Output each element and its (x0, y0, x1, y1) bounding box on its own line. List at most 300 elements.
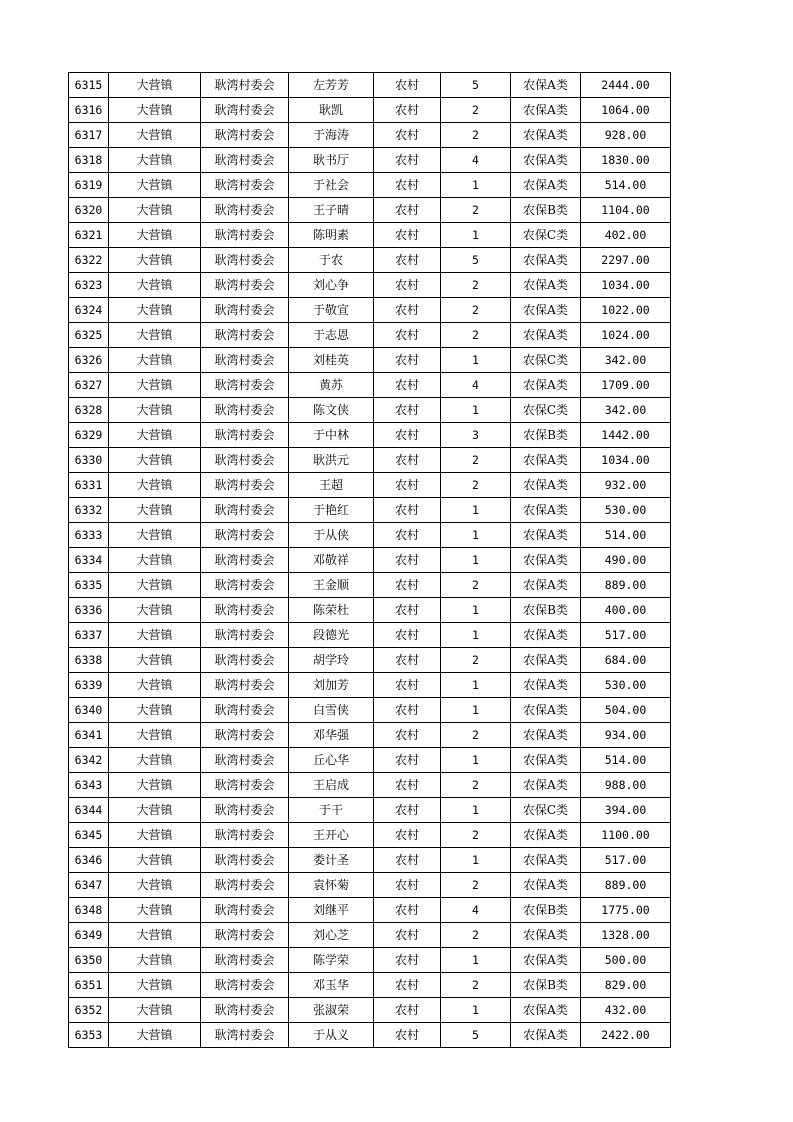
town-cell: 大营镇 (109, 773, 201, 798)
name-cell: 刘心争 (289, 273, 374, 298)
amount-cell: 342.00 (581, 398, 671, 423)
household-size-cell: 1 (441, 398, 511, 423)
name-cell: 于从侠 (289, 523, 374, 548)
village-committee-cell: 耿湾村委会 (201, 723, 289, 748)
table-row (69, 948, 671, 973)
name-cell: 王启成 (289, 773, 374, 798)
name-cell: 邓敬祥 (289, 548, 374, 573)
town-cell: 大营镇 (109, 373, 201, 398)
town-cell: 大营镇 (109, 498, 201, 523)
amount-cell: 432.00 (581, 998, 671, 1023)
table-row (69, 773, 671, 798)
village-committee-cell: 耿湾村委会 (201, 523, 289, 548)
area-type-cell: 农村 (374, 573, 441, 598)
record-id-cell: 6343 (69, 773, 109, 798)
village-committee-cell: 耿湾村委会 (201, 448, 289, 473)
table-row (69, 823, 671, 848)
amount-cell: 530.00 (581, 673, 671, 698)
area-type-cell: 农村 (374, 998, 441, 1023)
name-cell: 耿洪元 (289, 448, 374, 473)
area-type-cell: 农村 (374, 248, 441, 273)
record-id-cell: 6320 (69, 198, 109, 223)
record-id-cell: 6334 (69, 548, 109, 573)
record-id-cell: 6336 (69, 598, 109, 623)
record-id-cell: 6346 (69, 848, 109, 873)
household-size-cell: 2 (441, 448, 511, 473)
amount-cell: 1100.00 (581, 823, 671, 848)
village-committee-cell: 耿湾村委会 (201, 348, 289, 373)
insurance-category-cell: 农保B类 (511, 898, 581, 923)
amount-cell: 684.00 (581, 648, 671, 673)
town-cell: 大营镇 (109, 873, 201, 898)
insurance-category-cell: 农保B类 (511, 423, 581, 448)
name-cell: 陈明素 (289, 223, 374, 248)
record-id-cell: 6318 (69, 148, 109, 173)
record-id-cell: 6326 (69, 348, 109, 373)
town-cell: 大营镇 (109, 948, 201, 973)
insurance-category-cell: 农保A类 (511, 848, 581, 873)
insurance-category-cell: 农保A类 (511, 948, 581, 973)
record-id-cell: 6328 (69, 398, 109, 423)
insurance-category-cell: 农保A类 (511, 723, 581, 748)
insurance-category-cell: 农保A类 (511, 148, 581, 173)
insurance-category-cell: 农保A类 (511, 298, 581, 323)
village-committee-cell: 耿湾村委会 (201, 948, 289, 973)
household-size-cell: 1 (441, 223, 511, 248)
household-size-cell: 2 (441, 123, 511, 148)
name-cell: 陈文侠 (289, 398, 374, 423)
town-cell: 大营镇 (109, 423, 201, 448)
table-row (69, 548, 671, 573)
name-cell: 王金顺 (289, 573, 374, 598)
table-row (69, 923, 671, 948)
table-row (69, 498, 671, 523)
table-row (69, 598, 671, 623)
name-cell: 邓玉华 (289, 973, 374, 998)
table-row (69, 373, 671, 398)
amount-cell: 402.00 (581, 223, 671, 248)
village-committee-cell: 耿湾村委会 (201, 98, 289, 123)
record-id-cell: 6335 (69, 573, 109, 598)
town-cell: 大营镇 (109, 248, 201, 273)
record-id-cell: 6333 (69, 523, 109, 548)
name-cell: 刘桂英 (289, 348, 374, 373)
household-size-cell: 4 (441, 898, 511, 923)
town-cell: 大营镇 (109, 348, 201, 373)
table-row (69, 748, 671, 773)
insurance-category-cell: 农保A类 (511, 73, 581, 98)
town-cell: 大营镇 (109, 823, 201, 848)
village-committee-cell: 耿湾村委会 (201, 548, 289, 573)
name-cell: 于中林 (289, 423, 374, 448)
household-size-cell: 2 (441, 648, 511, 673)
table-row (69, 198, 671, 223)
name-cell: 王开心 (289, 823, 374, 848)
village-committee-cell: 耿湾村委会 (201, 848, 289, 873)
record-id-cell: 6321 (69, 223, 109, 248)
household-size-cell: 4 (441, 373, 511, 398)
town-cell: 大营镇 (109, 798, 201, 823)
town-cell: 大营镇 (109, 198, 201, 223)
name-cell: 于社会 (289, 173, 374, 198)
area-type-cell: 农村 (374, 523, 441, 548)
area-type-cell: 农村 (374, 598, 441, 623)
name-cell: 于干 (289, 798, 374, 823)
insurance-category-cell: 农保C类 (511, 223, 581, 248)
area-type-cell: 农村 (374, 348, 441, 373)
household-size-cell: 3 (441, 423, 511, 448)
household-size-cell: 2 (441, 473, 511, 498)
record-id-cell: 6349 (69, 923, 109, 948)
name-cell: 段德光 (289, 623, 374, 648)
village-committee-cell: 耿湾村委会 (201, 873, 289, 898)
town-cell: 大营镇 (109, 298, 201, 323)
insurance-category-cell: 农保A类 (511, 648, 581, 673)
insurance-category-cell: 农保A类 (511, 323, 581, 348)
amount-cell: 934.00 (581, 723, 671, 748)
village-committee-cell: 耿湾村委会 (201, 73, 289, 98)
table-row (69, 723, 671, 748)
area-type-cell: 农村 (374, 923, 441, 948)
household-size-cell: 1 (441, 748, 511, 773)
area-type-cell: 农村 (374, 448, 441, 473)
town-cell: 大营镇 (109, 323, 201, 348)
table-row (69, 648, 671, 673)
amount-cell: 342.00 (581, 348, 671, 373)
household-size-cell: 2 (441, 298, 511, 323)
insurance-category-cell: 农保A类 (511, 173, 581, 198)
record-id-cell: 6330 (69, 448, 109, 473)
household-size-cell: 1 (441, 173, 511, 198)
name-cell: 刘继平 (289, 898, 374, 923)
amount-cell: 1024.00 (581, 323, 671, 348)
household-size-cell: 2 (441, 723, 511, 748)
name-cell: 陈荣杜 (289, 598, 374, 623)
name-cell: 胡学玲 (289, 648, 374, 673)
village-committee-cell: 耿湾村委会 (201, 673, 289, 698)
insurance-category-cell: 农保A类 (511, 573, 581, 598)
village-committee-cell: 耿湾村委会 (201, 698, 289, 723)
record-id-cell: 6345 (69, 823, 109, 848)
town-cell: 大营镇 (109, 548, 201, 573)
village-committee-cell: 耿湾村委会 (201, 498, 289, 523)
town-cell: 大营镇 (109, 748, 201, 773)
household-size-cell: 1 (441, 348, 511, 373)
town-cell: 大营镇 (109, 398, 201, 423)
village-committee-cell: 耿湾村委会 (201, 623, 289, 648)
table-row (69, 798, 671, 823)
village-committee-cell: 耿湾村委会 (201, 173, 289, 198)
amount-cell: 514.00 (581, 173, 671, 198)
table-row (69, 73, 671, 98)
name-cell: 丘心华 (289, 748, 374, 773)
amount-cell: 514.00 (581, 748, 671, 773)
amount-cell: 829.00 (581, 973, 671, 998)
town-cell: 大营镇 (109, 698, 201, 723)
record-id-cell: 6351 (69, 973, 109, 998)
village-committee-cell: 耿湾村委会 (201, 298, 289, 323)
name-cell: 于志恩 (289, 323, 374, 348)
town-cell: 大营镇 (109, 473, 201, 498)
area-type-cell: 农村 (374, 723, 441, 748)
amount-cell: 1104.00 (581, 198, 671, 223)
insurance-category-cell: 农保A类 (511, 1023, 581, 1048)
town-cell: 大营镇 (109, 998, 201, 1023)
record-id-cell: 6338 (69, 648, 109, 673)
table-row (69, 973, 671, 998)
area-type-cell: 农村 (374, 198, 441, 223)
village-committee-cell: 耿湾村委会 (201, 798, 289, 823)
village-committee-cell: 耿湾村委会 (201, 773, 289, 798)
area-type-cell: 农村 (374, 173, 441, 198)
record-id-cell: 6348 (69, 898, 109, 923)
town-cell: 大营镇 (109, 623, 201, 648)
village-committee-cell: 耿湾村委会 (201, 648, 289, 673)
insurance-category-cell: 农保C类 (511, 398, 581, 423)
amount-cell: 500.00 (581, 948, 671, 973)
village-committee-cell: 耿湾村委会 (201, 148, 289, 173)
village-committee-cell: 耿湾村委会 (201, 1023, 289, 1048)
insurance-category-cell: 农保B类 (511, 198, 581, 223)
record-id-cell: 6337 (69, 623, 109, 648)
household-size-cell: 1 (441, 998, 511, 1023)
table-row (69, 448, 671, 473)
table-row (69, 398, 671, 423)
amount-cell: 889.00 (581, 873, 671, 898)
area-type-cell: 农村 (374, 648, 441, 673)
village-committee-cell: 耿湾村委会 (201, 273, 289, 298)
area-type-cell: 农村 (374, 373, 441, 398)
insurance-category-cell: 农保A类 (511, 548, 581, 573)
name-cell: 刘心芝 (289, 923, 374, 948)
amount-cell: 2422.00 (581, 1023, 671, 1048)
household-size-cell: 1 (441, 623, 511, 648)
area-type-cell: 农村 (374, 548, 441, 573)
village-committee-cell: 耿湾村委会 (201, 573, 289, 598)
table-row (69, 698, 671, 723)
record-id-cell: 6350 (69, 948, 109, 973)
amount-cell: 1830.00 (581, 148, 671, 173)
household-size-cell: 1 (441, 798, 511, 823)
insurance-category-cell: 农保A类 (511, 248, 581, 273)
household-size-cell: 2 (441, 973, 511, 998)
record-id-cell: 6319 (69, 173, 109, 198)
village-committee-cell: 耿湾村委会 (201, 398, 289, 423)
insurance-category-cell: 农保A类 (511, 998, 581, 1023)
amount-cell: 490.00 (581, 548, 671, 573)
area-type-cell: 农村 (374, 323, 441, 348)
village-committee-cell: 耿湾村委会 (201, 923, 289, 948)
name-cell: 于敬宣 (289, 298, 374, 323)
household-size-cell: 1 (441, 548, 511, 573)
records-table (68, 72, 671, 1048)
household-size-cell: 4 (441, 148, 511, 173)
table-row (69, 998, 671, 1023)
table-row (69, 98, 671, 123)
amount-cell: 530.00 (581, 498, 671, 523)
household-size-cell: 2 (441, 98, 511, 123)
amount-cell: 517.00 (581, 848, 671, 873)
record-id-cell: 6332 (69, 498, 109, 523)
village-committee-cell: 耿湾村委会 (201, 248, 289, 273)
village-committee-cell: 耿湾村委会 (201, 898, 289, 923)
name-cell: 于海涛 (289, 123, 374, 148)
village-committee-cell: 耿湾村委会 (201, 598, 289, 623)
insurance-category-cell: 农保B类 (511, 598, 581, 623)
town-cell: 大营镇 (109, 223, 201, 248)
insurance-category-cell: 农保A类 (511, 748, 581, 773)
area-type-cell: 农村 (374, 798, 441, 823)
town-cell: 大营镇 (109, 123, 201, 148)
record-id-cell: 6339 (69, 673, 109, 698)
name-cell: 耿凯 (289, 98, 374, 123)
name-cell: 王子晴 (289, 198, 374, 223)
name-cell: 张淑荣 (289, 998, 374, 1023)
town-cell: 大营镇 (109, 923, 201, 948)
town-cell: 大营镇 (109, 973, 201, 998)
name-cell: 于艳红 (289, 498, 374, 523)
village-committee-cell: 耿湾村委会 (201, 998, 289, 1023)
area-type-cell: 农村 (374, 273, 441, 298)
amount-cell: 1328.00 (581, 923, 671, 948)
table-row (69, 148, 671, 173)
amount-cell: 2444.00 (581, 73, 671, 98)
area-type-cell: 农村 (374, 223, 441, 248)
area-type-cell: 农村 (374, 623, 441, 648)
record-id-cell: 6317 (69, 123, 109, 148)
name-cell: 王超 (289, 473, 374, 498)
insurance-category-cell: 农保A类 (511, 623, 581, 648)
name-cell: 邓华强 (289, 723, 374, 748)
household-size-cell: 1 (441, 498, 511, 523)
town-cell: 大营镇 (109, 573, 201, 598)
record-id-cell: 6323 (69, 273, 109, 298)
amount-cell: 1442.00 (581, 423, 671, 448)
household-size-cell: 2 (441, 923, 511, 948)
household-size-cell: 1 (441, 948, 511, 973)
area-type-cell: 农村 (374, 823, 441, 848)
amount-cell: 400.00 (581, 598, 671, 623)
table-row (69, 1023, 671, 1048)
name-cell: 于从义 (289, 1023, 374, 1048)
household-size-cell: 2 (441, 873, 511, 898)
record-id-cell: 6341 (69, 723, 109, 748)
town-cell: 大营镇 (109, 848, 201, 873)
insurance-category-cell: 农保A类 (511, 498, 581, 523)
area-type-cell: 农村 (374, 973, 441, 998)
town-cell: 大营镇 (109, 898, 201, 923)
household-size-cell: 1 (441, 848, 511, 873)
amount-cell: 1034.00 (581, 273, 671, 298)
town-cell: 大营镇 (109, 723, 201, 748)
insurance-category-cell: 农保A类 (511, 373, 581, 398)
record-id-cell: 6324 (69, 298, 109, 323)
area-type-cell: 农村 (374, 898, 441, 923)
amount-cell: 928.00 (581, 123, 671, 148)
records-table-body (69, 73, 671, 1048)
amount-cell: 1064.00 (581, 98, 671, 123)
insurance-category-cell: 农保A类 (511, 923, 581, 948)
table-row (69, 873, 671, 898)
town-cell: 大营镇 (109, 648, 201, 673)
village-committee-cell: 耿湾村委会 (201, 473, 289, 498)
insurance-category-cell: 农保C类 (511, 348, 581, 373)
village-committee-cell: 耿湾村委会 (201, 223, 289, 248)
village-committee-cell: 耿湾村委会 (201, 373, 289, 398)
amount-cell: 394.00 (581, 798, 671, 823)
village-committee-cell: 耿湾村委会 (201, 323, 289, 348)
household-size-cell: 1 (441, 673, 511, 698)
name-cell: 于农 (289, 248, 374, 273)
area-type-cell: 农村 (374, 773, 441, 798)
table-row (69, 173, 671, 198)
amount-cell: 504.00 (581, 698, 671, 723)
amount-cell: 1034.00 (581, 448, 671, 473)
area-type-cell: 农村 (374, 473, 441, 498)
household-size-cell: 1 (441, 598, 511, 623)
insurance-category-cell: 农保A类 (511, 473, 581, 498)
household-size-cell: 2 (441, 573, 511, 598)
area-type-cell: 农村 (374, 1023, 441, 1048)
household-size-cell: 2 (441, 773, 511, 798)
amount-cell: 1022.00 (581, 298, 671, 323)
village-committee-cell: 耿湾村委会 (201, 198, 289, 223)
household-size-cell: 2 (441, 823, 511, 848)
household-size-cell: 2 (441, 198, 511, 223)
record-id-cell: 6316 (69, 98, 109, 123)
record-id-cell: 6340 (69, 698, 109, 723)
town-cell: 大营镇 (109, 448, 201, 473)
record-id-cell: 6347 (69, 873, 109, 898)
amount-cell: 1709.00 (581, 373, 671, 398)
village-committee-cell: 耿湾村委会 (201, 748, 289, 773)
insurance-category-cell: 农保A类 (511, 98, 581, 123)
table-row (69, 848, 671, 873)
household-size-cell: 5 (441, 248, 511, 273)
town-cell: 大营镇 (109, 173, 201, 198)
village-committee-cell: 耿湾村委会 (201, 973, 289, 998)
insurance-category-cell: 农保A类 (511, 448, 581, 473)
household-size-cell: 5 (441, 1023, 511, 1048)
table-row (69, 573, 671, 598)
table-row (69, 673, 671, 698)
table-row (69, 898, 671, 923)
name-cell: 陈学荣 (289, 948, 374, 973)
amount-cell: 517.00 (581, 623, 671, 648)
record-id-cell: 6353 (69, 1023, 109, 1048)
area-type-cell: 农村 (374, 948, 441, 973)
insurance-category-cell: 农保C类 (511, 798, 581, 823)
amount-cell: 1775.00 (581, 898, 671, 923)
village-committee-cell: 耿湾村委会 (201, 823, 289, 848)
name-cell: 刘加芳 (289, 673, 374, 698)
insurance-category-cell: 农保A类 (511, 823, 581, 848)
area-type-cell: 农村 (374, 123, 441, 148)
insurance-category-cell: 农保A类 (511, 523, 581, 548)
table-row (69, 473, 671, 498)
town-cell: 大营镇 (109, 1023, 201, 1048)
household-size-cell: 5 (441, 73, 511, 98)
town-cell: 大营镇 (109, 273, 201, 298)
record-id-cell: 6315 (69, 73, 109, 98)
table-row (69, 248, 671, 273)
name-cell: 白雪侠 (289, 698, 374, 723)
town-cell: 大营镇 (109, 73, 201, 98)
table-row (69, 273, 671, 298)
amount-cell: 988.00 (581, 773, 671, 798)
area-type-cell: 农村 (374, 498, 441, 523)
area-type-cell: 农村 (374, 298, 441, 323)
